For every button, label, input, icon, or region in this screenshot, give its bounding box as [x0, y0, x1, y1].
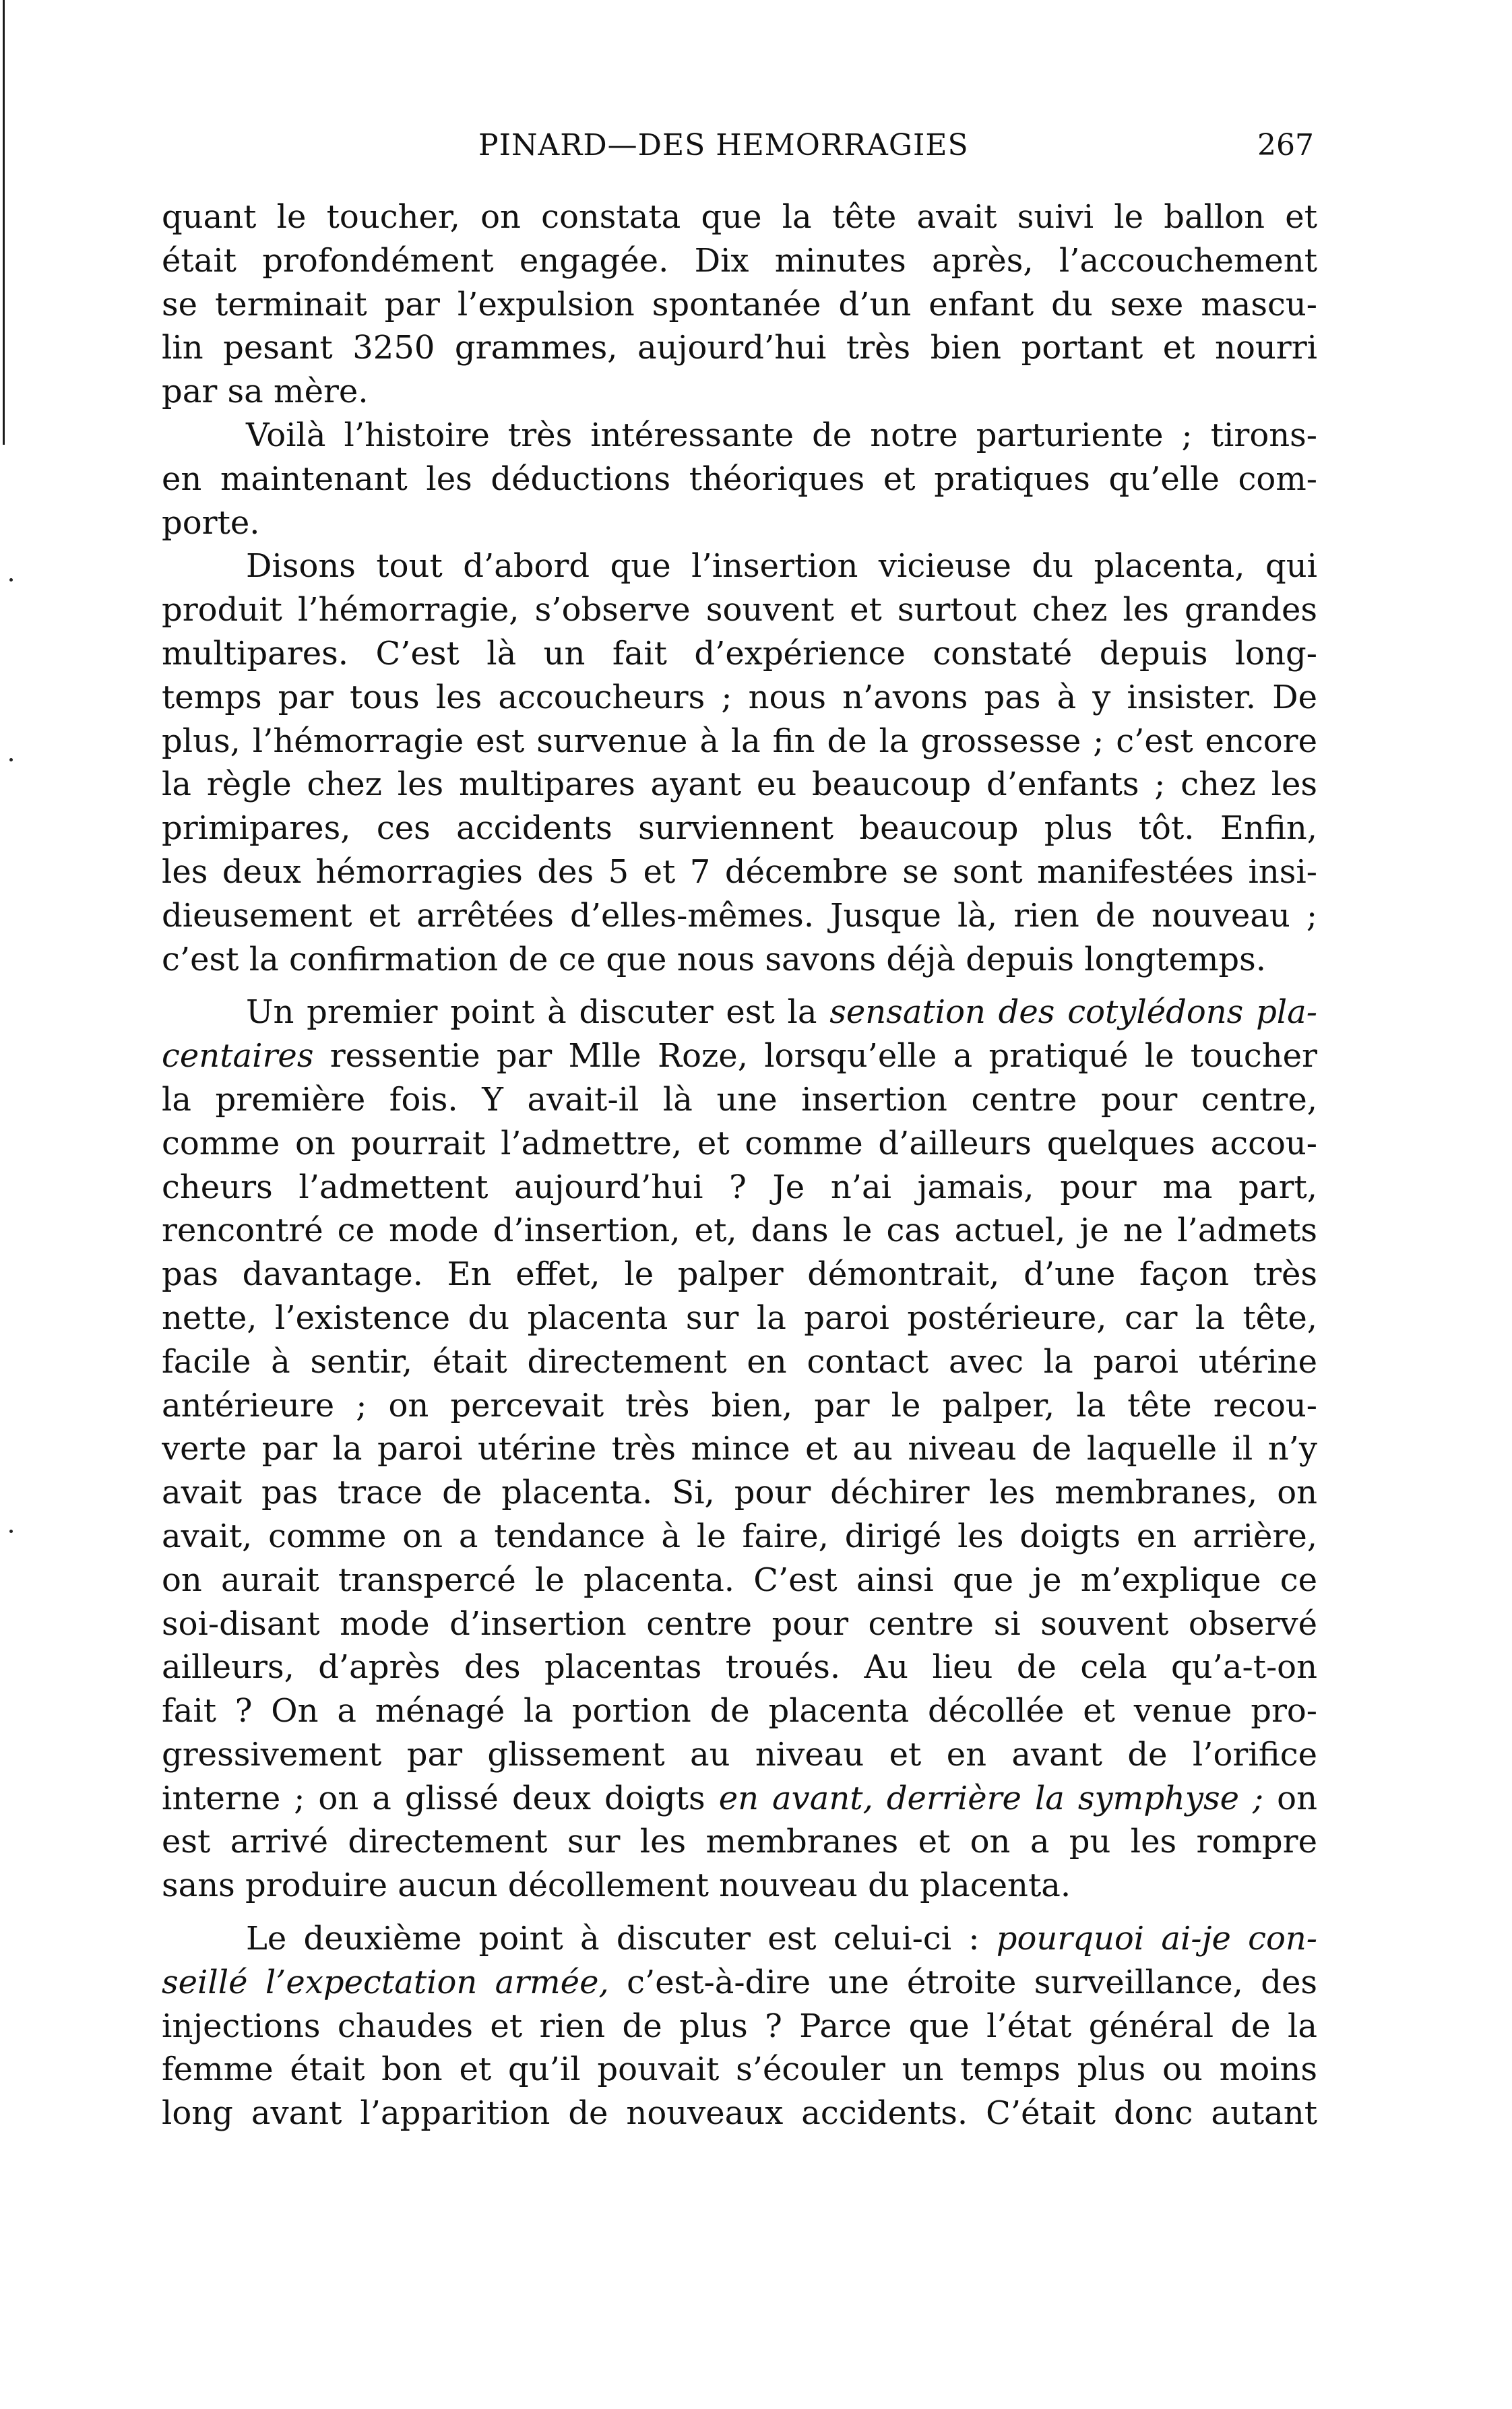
margin-speck — [9, 1530, 13, 1533]
line-text: porte. — [162, 503, 260, 542]
line-text: se terminait par l’expulsion spontanée d’un enfant du sexe mascu- — [162, 285, 1317, 323]
line-text: lin pesant 3250 grammes, aujourd’hui très bien portant et nourri — [162, 329, 1317, 367]
line-text: plus, l’hémorragie est survenue à la fin de la grossesse ; c’est encore — [162, 722, 1317, 760]
margin-speck — [9, 578, 13, 582]
line-text: était profondément engagée. Dix minutes après, l’accouchement — [162, 241, 1317, 280]
text-line — [162, 807, 1317, 850]
line-text: c’est-à-dire une étroite surveillance, des — [608, 1963, 1317, 2001]
text-line — [162, 458, 1317, 501]
line-text: Voilà l’histoire très intéressante de notre parturiente ; tirons- — [246, 416, 1317, 454]
line-text: Disons tout d’abord que l’insertion vicieuse du placenta, qui — [246, 547, 1317, 586]
text-line — [162, 1078, 1317, 1122]
line-text: temps par tous les accoucheurs ; nous n’avons pas à y insister. De — [162, 678, 1317, 716]
margin-speck — [9, 758, 13, 761]
line-text: Le deuxième point à discuter est celui-ci : — [246, 1920, 997, 1958]
line-text: par sa mère. — [162, 373, 369, 411]
line-text: avait pas trace de placenta. Si, pour déchirer les membranes, on — [162, 1474, 1317, 1512]
text-line — [162, 1602, 1317, 1646]
line-text: femme était bon et qu’il pouvait s’écouler un temps plus ou moins — [162, 2051, 1317, 2089]
text-line — [162, 1253, 1317, 1296]
line-text: cheurs l’admettent aujourd’hui ? Je n’ai jamais, pour ma part, — [162, 1168, 1317, 1206]
running-title: PINARD—DES HEMORRAGIES — [478, 128, 969, 162]
line-text: interne ; on a glissé deux doigts — [162, 1779, 719, 1817]
text-line — [162, 1961, 1317, 2005]
text-line — [162, 239, 1317, 283]
line-text: produit l’hémorragie, s’observe souvent et surtout chez les grandes — [162, 591, 1317, 629]
line-text: fait ? On a ménagé la portion de placenta décollée et venue pro- — [162, 1692, 1317, 1730]
line-text: antérieure ; on percevait très bien, par le palper, la tête recou- — [162, 1386, 1317, 1425]
text-line — [162, 1646, 1317, 1689]
line-text: multipares. C’est là un fait d’expérience constaté depuis long- — [162, 634, 1317, 672]
text-line — [162, 2092, 1317, 2135]
line-text: c’est la confirmation de ce que nous savons déjà depuis longtemps. — [162, 940, 1267, 978]
text-line — [162, 326, 1317, 370]
text-line — [162, 1340, 1317, 1384]
italic-text: pourquoi ai-je con- — [996, 1920, 1317, 1958]
text-line — [162, 370, 1317, 414]
text-line — [162, 1864, 1317, 1908]
text-line — [162, 544, 1317, 588]
text-line — [162, 2005, 1317, 2048]
text-line — [162, 1427, 1317, 1471]
line-text: sans produire aucun décollement nouveau du placenta. — [162, 1867, 1071, 1905]
text-line — [162, 991, 1317, 1034]
page-header — [168, 128, 1314, 168]
text-line — [162, 1034, 1317, 1078]
text-line — [162, 1384, 1317, 1428]
text-line — [162, 195, 1317, 239]
text-line — [162, 763, 1317, 807]
line-text: gressivement par glissement au niveau et en avant de l’orifice — [162, 1735, 1317, 1774]
text-line — [162, 1166, 1317, 1210]
text-line — [162, 588, 1317, 632]
line-text: dieusement et arrêtées d’elles-mêmes. Jusque là, rien de nouveau ; — [162, 896, 1317, 935]
page-number: 267 — [1257, 128, 1314, 162]
line-text: injections chaudes et rien de plus ? Parce que l’état général de la — [162, 2007, 1317, 2045]
line-text: quant le toucher, on constata que la tête avait suivi le ballon et — [162, 198, 1317, 236]
line-text: en maintenant les déductions théoriques et pratiques qu’elle com- — [162, 460, 1317, 498]
text-line — [162, 283, 1317, 327]
line-text: pas davantage. En effet, le palper démontrait, d’une façon très — [162, 1255, 1317, 1294]
line-text: Un premier point à discuter est la — [246, 993, 830, 1032]
body-text — [162, 195, 1317, 2135]
line-text: les deux hémorragies des 5 et 7 décembre se sont manifestées insi- — [162, 852, 1317, 891]
text-line — [162, 1515, 1317, 1559]
text-line — [162, 1777, 1317, 1821]
line-text: on — [1263, 1779, 1317, 1817]
text-line — [162, 632, 1317, 676]
text-line — [162, 414, 1317, 458]
left-edge-rule — [3, 0, 5, 445]
text-line — [162, 720, 1317, 763]
line-text: soi-disant mode d’insertion centre pour centre si souvent observé — [162, 1604, 1317, 1643]
text-line — [162, 1733, 1317, 1777]
text-line — [162, 2048, 1317, 2092]
line-text: nette, l’existence du placenta sur la paroi postérieure, car la tête, — [162, 1299, 1317, 1337]
line-text: la première fois. Y avait-il là une insertion centre pour centre, — [162, 1080, 1317, 1119]
italic-text: sensation des cotylédons pla- — [829, 993, 1317, 1032]
line-text: ressentie par Mlle Roze, lorsqu’elle a pratiqué le toucher — [313, 1037, 1317, 1075]
text-line — [162, 1559, 1317, 1602]
text-line — [162, 1296, 1317, 1340]
text-line — [162, 850, 1317, 894]
text-line — [162, 1917, 1317, 1961]
text-line — [162, 1689, 1317, 1733]
italic-text: seillé l’expectation armée, — [162, 1963, 609, 2001]
text-line — [162, 894, 1317, 938]
line-text: long avant l’apparition de nouveaux accidents. C’était donc autant — [162, 2094, 1317, 2133]
line-text: avait, comme on a tendance à le faire, dirigé les doigts en arrière, — [162, 1517, 1317, 1555]
text-line — [162, 938, 1317, 982]
line-text: la règle chez les multipares ayant eu beaucoup d’enfants ; chez les — [162, 765, 1317, 804]
line-text: comme on pourrait l’admettre, et comme d’ailleurs quelques accou- — [162, 1124, 1317, 1162]
line-text: on aurait transpercé le placenta. C’est ainsi que je m’explique ce — [162, 1561, 1317, 1599]
italic-text: en avant, derrière la symphyse ; — [718, 1779, 1264, 1817]
italic-text: centaires — [162, 1037, 314, 1075]
text-line — [162, 676, 1317, 720]
text-line — [162, 1820, 1317, 1864]
line-text: verte par la paroi utérine très mince et au niveau de laquelle il n’y — [162, 1430, 1317, 1468]
line-text: primipares, ces accidents surviennent beaucoup plus tôt. Enfin, — [162, 809, 1317, 848]
text-line — [162, 501, 1317, 545]
text-line — [162, 1209, 1317, 1253]
line-text: facile à sentir, était directement en contact avec la paroi utérine — [162, 1342, 1317, 1381]
text-line — [162, 1122, 1317, 1166]
line-text: ailleurs, d’après des placentas troués. Au lieu de cela qu’a-t-on — [162, 1648, 1317, 1687]
line-text: rencontré ce mode d’insertion, et, dans le cas actuel, je ne l’admets — [162, 1212, 1317, 1250]
text-line — [162, 1471, 1317, 1515]
line-text: est arrivé directement sur les membranes et on a pu les rompre — [162, 1823, 1317, 1861]
